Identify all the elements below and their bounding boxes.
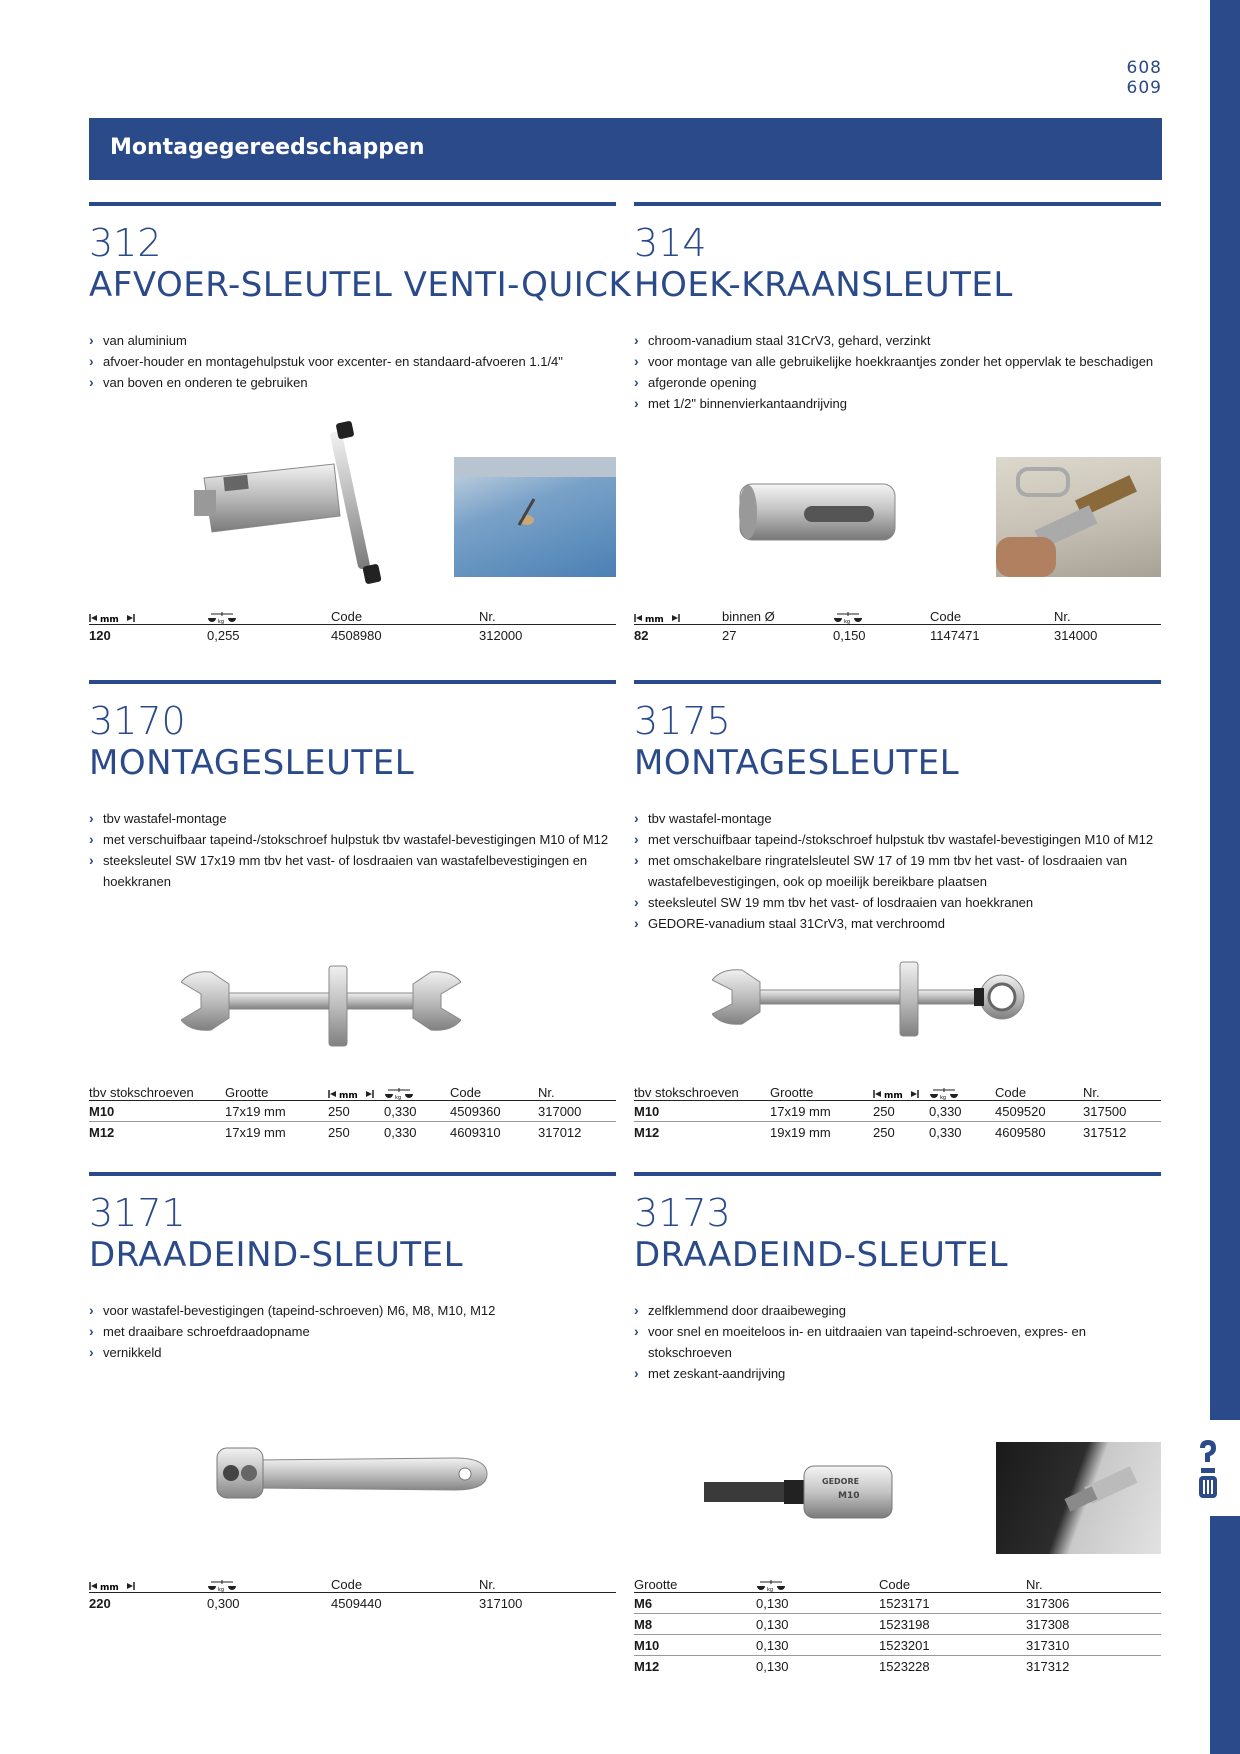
column-header-code: Code	[331, 1572, 479, 1593]
feature-item: › chroom-vanadium staal 31CrV3, gehard, verzinkt	[634, 330, 1161, 351]
feature-item: › met verschuifbaar tapeind-/stokschroef hulpstuk tbv wastafel-bevestigingen M10 of M12	[89, 829, 616, 850]
chevron-right-icon: ›	[89, 1344, 94, 1360]
spec-table	[89, 1572, 616, 1613]
column-header-weight	[929, 1080, 995, 1101]
feature-list	[89, 1300, 616, 1363]
table-row: 220 0,300 4509440 317100	[89, 1595, 523, 1611]
svg-text:mm: mm	[100, 1582, 119, 1591]
column-header-weight	[756, 1572, 879, 1593]
chevron-right-icon: ›	[634, 1302, 639, 1318]
angle-valve-in-use-photo	[996, 457, 1161, 577]
section-3175	[634, 680, 1161, 1150]
spec-table	[634, 604, 1161, 645]
chevron-right-icon: ›	[634, 894, 639, 910]
column-header-length	[89, 604, 207, 625]
product-title: DRAADEIND-SLEUTEL	[634, 1235, 1009, 1275]
table-row: 82 27 0,150 1147471 314000	[634, 627, 1098, 643]
column-header-size: Grootte	[634, 1572, 756, 1593]
weight-kg-icon	[833, 612, 863, 624]
length-mm-icon	[328, 1089, 374, 1099]
svg-text:kg: kg	[395, 1094, 402, 1100]
product-title: MONTAGESLEUTEL	[634, 743, 960, 783]
feature-item: › afgeronde opening	[634, 372, 1161, 393]
table-header-row	[634, 1572, 1161, 1593]
montage-wrench-image	[181, 960, 461, 1050]
table-row: M8 0,130 1523198 317308	[634, 1614, 1161, 1635]
stud-driver-socket-image	[704, 1462, 894, 1522]
chevron-right-icon: ›	[634, 395, 639, 411]
feature-list	[634, 1300, 1161, 1384]
chevron-right-icon: ›	[634, 332, 639, 348]
table-header-row	[634, 1080, 1161, 1101]
table-row: M10 0,130 1523201 317310	[634, 1635, 1161, 1656]
chevron-right-icon: ›	[634, 374, 639, 390]
table-header-row	[89, 1572, 616, 1593]
product-number: 3173	[634, 1191, 731, 1235]
page-numbers	[1100, 58, 1162, 98]
feature-item: › met draaibare schroefdraadopname	[89, 1321, 616, 1342]
column-header-weight	[207, 604, 331, 625]
table-row: M12 0,130 1523228 317312	[634, 1658, 1070, 1674]
section-divider	[634, 1172, 1161, 1176]
feature-item: › GEDORE-vanadium staal 31CrV3, mat verchroomd	[634, 913, 1161, 934]
product-number: 314	[634, 221, 707, 265]
feature-item: › tbv wastafel-montage	[89, 808, 616, 829]
column-header-weight	[207, 1572, 331, 1593]
column-header-code: Code	[450, 1080, 538, 1101]
chevron-right-icon: ›	[634, 810, 639, 826]
column-header-nr: Nr.	[1026, 1572, 1161, 1593]
feature-item: › vernikkeld	[89, 1342, 616, 1363]
feature-list	[634, 330, 1161, 414]
column-header-nr: Nr.	[479, 604, 616, 625]
column-header-code: Code	[879, 1572, 1026, 1593]
section-divider	[634, 680, 1161, 684]
section-divider	[89, 680, 616, 684]
product-title: MONTAGESLEUTEL	[89, 743, 415, 783]
feature-item: › steeksleutel SW 17x19 mm tbv het vast- of losdraaien van wastafelbevestigingen en hoekkranen	[89, 852, 588, 889]
spec-table	[89, 604, 616, 645]
table-row: M6 0,130 1523171 317306	[634, 1593, 1161, 1614]
length-mm-icon	[89, 1581, 135, 1591]
column-header-size: Grootte	[770, 1080, 873, 1101]
feature-item: › voor snel en moeiteloos in- en uitdraaien van tapeind-schroeven, expres- en stokschroeven	[634, 1323, 1086, 1360]
feature-item: › tbv wastafel-montage	[634, 808, 1161, 829]
chevron-right-icon: ›	[89, 810, 94, 826]
svg-text:kg: kg	[218, 618, 225, 624]
table-header-row	[634, 604, 1161, 625]
section-divider	[634, 202, 1161, 206]
column-header-nr: Nr.	[479, 1572, 616, 1593]
column-header-length	[634, 604, 722, 625]
column-header-stud: tbv stokschroeven	[634, 1080, 770, 1101]
section-314	[634, 202, 1161, 642]
table-header-row	[89, 1080, 616, 1101]
svg-text:kg: kg	[218, 1586, 225, 1592]
help-tab-icon[interactable]	[1192, 1434, 1222, 1504]
table-row: M12 17x19 mm 250 0,330 4609310 317012	[89, 1124, 582, 1140]
feature-item: › van aluminium	[89, 330, 616, 351]
column-header-stud: tbv stokschroeven	[89, 1080, 225, 1101]
column-header-nr: Nr.	[1083, 1080, 1161, 1101]
chevron-right-icon: ›	[634, 852, 639, 868]
product-number: 3171	[89, 1191, 186, 1235]
column-header-length	[328, 1080, 384, 1101]
section-3170	[89, 680, 616, 1150]
chevron-right-icon: ›	[634, 353, 639, 369]
product-title: HOEK-KRAANSLEUTEL	[634, 265, 1013, 305]
table-row: M10 17x19 mm 250 0,330 4509360 317000	[89, 1101, 616, 1122]
chevron-right-icon: ›	[634, 915, 639, 931]
weight-kg-icon	[207, 612, 237, 624]
ratchet-montage-wrench-image	[712, 960, 1032, 1040]
weight-kg-icon	[756, 1580, 786, 1592]
chevron-right-icon: ›	[634, 1323, 639, 1339]
stud-driver-in-use-photo	[996, 1442, 1161, 1554]
spec-table	[634, 1080, 1161, 1142]
feature-item: › met verschuifbaar tapeind-/stokschroef hulpstuk tbv wastafel-bevestigingen M10 of M12	[634, 829, 1161, 850]
feature-list	[634, 808, 1161, 934]
column-header-nr: Nr.	[538, 1080, 616, 1101]
svg-text:mm: mm	[339, 1090, 358, 1099]
feature-item: › steeksleutel SW 19 mm tbv het vast- of losdraaien van hoekkranen	[634, 892, 1161, 913]
table-header-row	[89, 604, 616, 625]
spec-table	[634, 1572, 1161, 1676]
weight-kg-icon	[384, 1088, 414, 1100]
length-mm-icon	[634, 613, 680, 623]
chevron-right-icon: ›	[89, 374, 94, 390]
chevron-right-icon: ›	[89, 852, 94, 868]
drain-key-tool-image	[194, 420, 404, 590]
chevron-right-icon: ›	[634, 1365, 639, 1381]
feature-item: › afvoer-houder en montagehulpstuk voor excenter- en standaard-afvoeren 1.1/4"	[89, 351, 616, 372]
column-header-nr: Nr.	[1054, 604, 1161, 625]
product-title: DRAADEIND-SLEUTEL	[89, 1235, 464, 1275]
spec-table	[89, 1080, 616, 1142]
column-header-length	[89, 1572, 207, 1593]
feature-item: › met zeskant-aandrijving	[634, 1363, 1161, 1384]
feature-item: › voor montage van alle gebruikelijke hoekkraantjes zonder het oppervlak te beschadigen	[634, 351, 1161, 372]
section-divider	[89, 202, 616, 206]
product-number: 312	[89, 221, 162, 265]
feature-item: › van boven en onderen te gebruiken	[89, 372, 616, 393]
table-row: 120 0,255 4508980 312000	[89, 627, 523, 643]
table-row: M12 19x19 mm 250 0,330 4609580 317512	[634, 1124, 1127, 1140]
column-header-code: Code	[331, 604, 479, 625]
length-mm-icon	[89, 613, 135, 623]
feature-item: › voor wastafel-bevestigingen (tapeind-schroeven) M6, M8, M10, M12	[89, 1300, 616, 1321]
svg-text:mm: mm	[884, 1090, 903, 1099]
chevron-right-icon: ›	[89, 1302, 94, 1318]
column-header-code: Code	[930, 604, 1054, 625]
column-header-inner-diameter: binnen Ø	[722, 604, 833, 625]
chevron-right-icon: ›	[89, 332, 94, 348]
feature-list	[89, 808, 616, 892]
column-header-weight	[384, 1080, 450, 1101]
chevron-right-icon: ›	[89, 831, 94, 847]
table-row: M10 17x19 mm 250 0,330 4509520 317500	[634, 1101, 1161, 1122]
chevron-right-icon: ›	[634, 831, 639, 847]
feature-item: › met 1/2" binnenvierkantaandrijving	[634, 393, 1161, 414]
chevron-right-icon: ›	[89, 353, 94, 369]
weight-kg-icon	[207, 1580, 237, 1592]
weight-kg-icon	[929, 1088, 959, 1100]
column-header-weight	[833, 604, 930, 625]
section-312	[89, 202, 632, 643]
feature-list	[89, 330, 616, 393]
section-3173	[634, 1172, 1161, 1692]
socket-brand-text: GEDORE	[822, 1477, 860, 1486]
svg-text:kg: kg	[940, 1094, 947, 1100]
socket-size-text: M10	[838, 1491, 860, 1501]
section-divider	[89, 1172, 616, 1176]
angle-valve-socket-image	[738, 476, 900, 546]
column-header-code: Code	[995, 1080, 1083, 1101]
product-number: 3170	[89, 699, 186, 743]
page-number-right: 609	[1126, 78, 1162, 98]
length-mm-icon	[873, 1089, 919, 1099]
column-header-length	[873, 1080, 929, 1101]
product-title: AFVOER-SLEUTEL VENTI-QUICK	[89, 265, 632, 305]
category-header	[89, 118, 1162, 180]
feature-item: › met omschakelbare ringratelsleutel SW 17 of 19 mm tbv het vast- of losdraaien van wastafelbevestigingen, ook op moeilijk bereikbare plaatsen	[634, 852, 1128, 889]
svg-text:kg: kg	[844, 618, 851, 624]
chevron-right-icon: ›	[89, 1323, 94, 1339]
category-title: Montagegereedschappen	[110, 135, 425, 160]
stud-key-image	[215, 1444, 490, 1504]
page-number-left: 608	[1126, 58, 1162, 78]
drain-key-in-use-photo	[454, 457, 616, 577]
svg-text:kg: kg	[767, 1586, 774, 1592]
svg-text:mm: mm	[100, 614, 119, 623]
feature-item: › zelfklemmend door draaibeweging	[634, 1300, 1161, 1321]
section-3171	[89, 1172, 616, 1672]
svg-text:mm: mm	[645, 614, 664, 623]
product-number: 3175	[634, 699, 731, 743]
column-header-size: Grootte	[225, 1080, 328, 1101]
